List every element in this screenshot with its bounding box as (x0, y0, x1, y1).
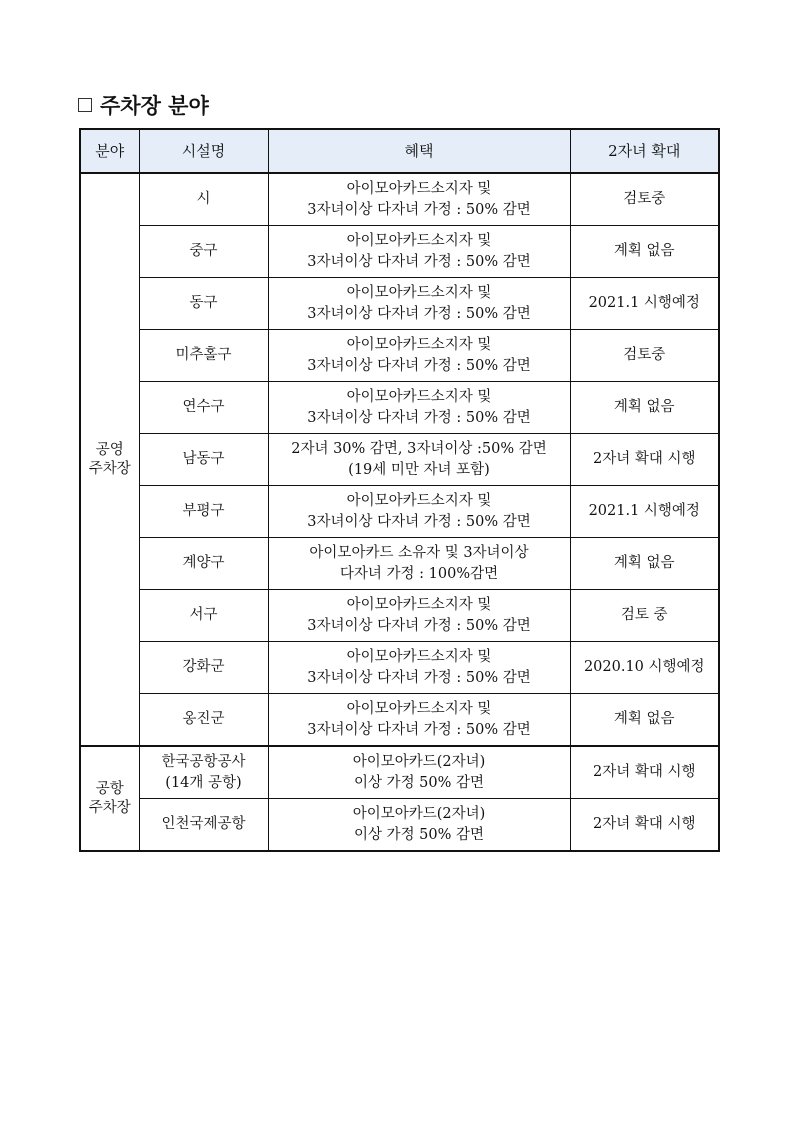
benefit-line: 아이모아카드소지자 및 (346, 388, 492, 405)
benefit-cell (268, 538, 570, 590)
category-line: 공항 (95, 780, 124, 797)
benefit-line: 3자녀이상 다자녀 가정 : 50% 감면 (307, 201, 531, 218)
facility-cell: 계양구 (139, 538, 268, 590)
benefit-cell (268, 799, 570, 852)
benefit-line: 아이모아카드소지자 및 (346, 596, 492, 613)
status-cell: 계획 없음 (570, 382, 719, 434)
status-cell: 계획 없음 (570, 694, 719, 747)
benefit-cell (268, 330, 570, 382)
parking-benefits-table (79, 128, 720, 852)
table-row (80, 486, 719, 538)
status-cell: 2자녀 확대 시행 (570, 799, 719, 852)
benefit-line: 이상 가정 50% 감면 (353, 774, 485, 791)
benefit-line: 이상 가정 50% 감면 (353, 826, 485, 843)
benefit-line: 3자녀이상 다자녀 가정 : 50% 감면 (307, 253, 531, 270)
benefit-cell (268, 486, 570, 538)
facility-cell: 미추홀구 (139, 330, 268, 382)
benefit-cell (268, 382, 570, 434)
facility-cell: 강화군 (139, 642, 268, 694)
status-cell: 계획 없음 (570, 226, 719, 278)
table-row (80, 590, 719, 642)
benefit-cell (268, 173, 570, 226)
facility-cell: 동구 (139, 278, 268, 330)
table-row (80, 173, 719, 226)
benefit-line: 3자녀이상 다자녀 가정 : 50% 감면 (307, 721, 531, 738)
facility-cell: 연수구 (139, 382, 268, 434)
header-category: 분야 (80, 129, 139, 173)
status-cell: 2021.1 시행예정 (570, 486, 719, 538)
benefit-line: 3자녀이상 다자녀 가정 : 50% 감면 (307, 305, 531, 322)
status-cell: 2자녀 확대 시행 (570, 746, 719, 799)
header-two-children-expansion: 2자녀 확대 (570, 129, 719, 173)
benefit-cell (268, 590, 570, 642)
benefit-line: 2자녀 30% 감면, 3자녀이상 :50% 감면 (291, 440, 547, 457)
table-row (80, 694, 719, 747)
benefit-cell (268, 746, 570, 799)
facility-cell (139, 746, 268, 799)
table-row (80, 434, 719, 486)
benefit-line: 3자녀이상 다자녀 가정 : 50% 감면 (307, 409, 531, 426)
benefit-cell (268, 694, 570, 747)
benefit-line: 3자녀이상 다자녀 가정 : 50% 감면 (307, 513, 531, 530)
benefit-line: 다자녀 가정 : 100%감면 (339, 565, 499, 582)
benefit-line: 아이모아카드소지자 및 (346, 180, 492, 197)
status-cell: 2020.10 시행예정 (570, 642, 719, 694)
section-title-text: 주차장 분야 (100, 94, 209, 118)
facility-cell: 남동구 (139, 434, 268, 486)
category-airport-parking (80, 746, 139, 851)
facility-cell: 서구 (139, 590, 268, 642)
table-row (80, 746, 719, 799)
status-cell: 계획 없음 (570, 538, 719, 590)
category-line: 공영 (95, 441, 124, 458)
table-row (80, 330, 719, 382)
status-cell: 2자녀 확대 시행 (570, 434, 719, 486)
benefit-line: 아이모아카드소지자 및 (346, 700, 492, 717)
benefit-line: 3자녀이상 다자녀 가정 : 50% 감면 (307, 357, 531, 374)
empty-square-icon (78, 98, 92, 112)
header-facility: 시설명 (139, 129, 268, 173)
status-cell: 2021.1 시행예정 (570, 278, 719, 330)
table-header-row (80, 129, 719, 173)
table-row (80, 642, 719, 694)
category-public-parking (80, 173, 139, 746)
benefit-line: 아이모아카드(2자녀) (352, 753, 486, 770)
table-row (80, 278, 719, 330)
facility-cell: 부평구 (139, 486, 268, 538)
benefit-line: 아이모아카드소지자 및 (346, 492, 492, 509)
facility-line: (14개 공항) (165, 774, 242, 791)
benefit-line: 아이모아카드 소유자 및 3자녀이상 (309, 544, 529, 561)
benefit-line: 아이모아카드소지자 및 (346, 336, 492, 353)
benefit-line: 3자녀이상 다자녀 가정 : 50% 감면 (307, 669, 531, 686)
facility-cell: 시 (139, 173, 268, 226)
status-cell: 검토중 (570, 173, 719, 226)
benefit-line: 아이모아카드소지자 및 (346, 648, 492, 665)
category-line: 주차장 (88, 460, 131, 477)
facility-line: 한국공항공사 (161, 753, 246, 770)
benefit-cell (268, 642, 570, 694)
facility-cell: 인천국제공항 (139, 799, 268, 852)
table-row (80, 226, 719, 278)
facility-cell: 중구 (139, 226, 268, 278)
status-cell: 검토중 (570, 330, 719, 382)
benefit-line: 아이모아카드소지자 및 (346, 232, 492, 249)
status-cell: 검토 중 (570, 590, 719, 642)
table-row (80, 538, 719, 590)
benefit-line: 아이모아카드(2자녀) (352, 805, 486, 822)
benefit-cell (268, 434, 570, 486)
benefit-line: 아이모아카드소지자 및 (346, 284, 492, 301)
header-benefit: 혜택 (268, 129, 570, 173)
category-line: 주차장 (88, 799, 131, 816)
benefit-cell (268, 278, 570, 330)
section-title (78, 90, 209, 120)
benefit-cell (268, 226, 570, 278)
table-row (80, 382, 719, 434)
benefit-line: (19세 미만 자녀 포함) (348, 461, 490, 478)
facility-cell: 옹진군 (139, 694, 268, 747)
benefit-line: 3자녀이상 다자녀 가정 : 50% 감면 (307, 617, 531, 634)
table-row (80, 799, 719, 852)
